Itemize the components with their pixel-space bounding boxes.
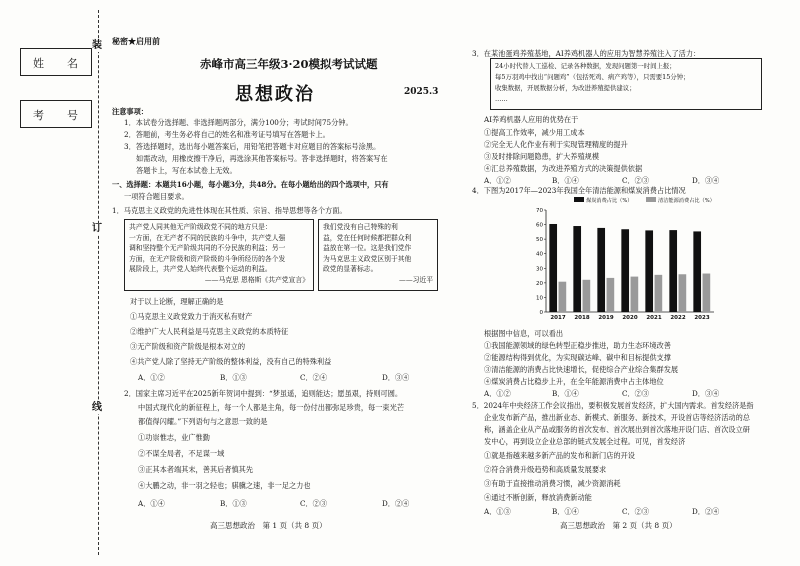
q5-choice-c: C．②③ [622, 507, 650, 516]
q2-choice-b: B．①③ [220, 499, 247, 508]
name-box [20, 48, 92, 76]
bar-coal [669, 230, 677, 312]
bar-coal [573, 226, 581, 312]
notice-title: 注意事项： [112, 107, 148, 116]
q3-choice-c: C．②③ [622, 176, 650, 185]
name-label-2: 名 [67, 57, 78, 70]
q1-option: ②维护广大人民利益是马克思主义政党的本质特征 [130, 327, 289, 336]
legend-swatch-clean [646, 197, 656, 202]
bar-clean-energy [703, 274, 711, 312]
q5-option: ②符合消费升级趋势和高质量发展要求 [484, 465, 607, 474]
q3-stem: 3．在某池蛋鸡养殖基地，AI养鸡机器人的应用为智慧养殖注入了活力： [472, 49, 701, 58]
q4-choice-c: C．②③ [622, 389, 650, 398]
box-line: 24小时代替人工巡检、记录各种数据，发现问题第一时间上报； [495, 62, 676, 70]
chart-bars [549, 224, 710, 321]
quote-source: ——习近平 [399, 275, 433, 284]
quote-line: 共产党人同其他无产阶级政党不同的地方只是： [129, 223, 272, 231]
notice-item: 3．答选择题时，选出每小题答案后，用铅笔把答题卡对应题目的答案标号涂黑。 [124, 142, 381, 151]
q2-option: ①功崇惟志，业广惟勤 [138, 433, 210, 442]
quote-line: 政党的显著标志。 [323, 265, 378, 274]
footer-page-1: 高三思想政治 第 1 页（共 8 页） [210, 521, 327, 530]
binding-line [98, 10, 99, 555]
q1-stem: 1．马克思主义政党的先进性体现在其性质、宗旨、指导思想等各个方面。 [112, 206, 347, 215]
exam-no-label-1: 考 [33, 109, 44, 122]
notice-item: 1．本试卷分选择题、非选择题两部分，满分100分；考试时间75分钟。 [124, 118, 353, 127]
name-label-1: 姓 [33, 57, 44, 70]
q2-option: ③正其本者端其末，善其后者慎其先 [138, 465, 254, 474]
x-tick-label: 2018 [574, 315, 590, 321]
x-tick-label: 2019 [598, 315, 614, 321]
q1-option: ④共产党人除了坚持无产阶级的整体利益，没有自己的特殊利益 [130, 357, 332, 366]
subject-title: 思想政治 [235, 84, 315, 105]
bar-clean-energy [679, 274, 687, 312]
quote-line: 调和坚持整个无产阶级共同的不分民族的利益；另一 [129, 244, 286, 253]
secret-label: 秘密★启用前 [112, 36, 160, 46]
q1-choice-c: C．②④ [300, 373, 328, 382]
q2-stem: 都值得闪耀。”下列语句与之意思一致的是 [138, 417, 268, 426]
section-heading-cont: 一项符合题目要求。 [124, 192, 189, 201]
q2-choice-d: D．②④ [382, 499, 410, 508]
bar-coal [693, 231, 701, 312]
bar-clean-energy [631, 277, 639, 312]
q1-option: ①马克思主义政党致力于消灭私有财产 [130, 312, 253, 321]
q5-stem: 称，涵盖企业从产品或服务的首次发布、首次展出到首次落地开设门店、首次设立研 [484, 425, 750, 434]
q4-stem: 4．下图为2017年—2023年我国全年清洁能源和煤炭消费占比情况 [472, 186, 686, 195]
x-tick-label: 2017 [550, 315, 566, 321]
quote-source: ——马克思 恩格斯《共产党宣言》 [204, 275, 309, 284]
notice-item: 如需改动，用橡皮擦干净后，再选涂其他答案标号。答非选择题时，将答案写在 [136, 154, 388, 163]
y-tick-label: 60 [536, 222, 543, 229]
x-tick-label: 2020 [622, 315, 638, 321]
q1-choice-d: D．③④ [382, 373, 410, 382]
q5-option: ①就是指越来越多新产品的发布和新门店的开设 [484, 451, 635, 460]
exam-date: 2025.3 [404, 87, 439, 97]
bar-clean-energy [559, 282, 567, 312]
q3-choice-b: B．①④ [552, 176, 579, 185]
q4-option: ②能源结构得到优化，为实现碳达峰、碳中和目标提供支撑 [484, 353, 671, 362]
y-tick-label: 20 [536, 280, 543, 287]
q4-choice-d: D．③④ [692, 389, 720, 398]
y-tick-label: 30 [536, 266, 543, 273]
q2-stem: 中国式现代化的新征程上，每一个人都是主角，每一份付出都弥足珍贵，每一束光芒 [138, 403, 404, 412]
y-tick-label: 10 [536, 295, 543, 302]
box-line: 每5万羽鸡中找出“问题鸡”（包括死鸡、病产鸡等），只需要15分钟； [495, 73, 690, 81]
q4-option: ③清洁能源的消费占比快速增长，促使综合产业综合集群发展 [484, 365, 679, 374]
q3-lead: AI养鸡机器人应用的优势在于 [484, 115, 579, 124]
q2-choice-c: C．②③ [300, 499, 328, 508]
x-tick-label: 2022 [670, 315, 686, 321]
q2-stem: 2．国家主席习近平在2025新年贺词中提到：“梦虽遥，追则能达；愿虽艰，持则可圆。 [124, 389, 403, 398]
quote-line: 益，党在任何时候都把群众利 [323, 233, 412, 242]
q3-info-box [490, 58, 762, 110]
binding-char: 线 [92, 402, 102, 413]
chart-legend [574, 196, 715, 204]
q5-stem: 5．2024年中央经济工作会议指出，要积极发展首发经济，扩大国内需求。首发经济是指 [472, 401, 754, 410]
q3-option: ①提高工作效率，减少用工成本 [484, 128, 585, 137]
quote-line: 一方面，在无产者不同的民族的斗争中，共产党人强 [129, 233, 286, 242]
bar-clean-energy [583, 280, 591, 312]
box-line: …… [495, 95, 508, 103]
q5-stem: 发中心，再到设立企业总部的链式发展全过程。可见，首发经济 [484, 437, 686, 446]
q4-option: ④煤炭消费占比稳步上升，在全年能源消费中占主体地位 [484, 377, 664, 386]
q4-choice-a: A．①② [484, 389, 511, 398]
q5-option: ③有助于直接推动消费习惯，减少资源消耗 [484, 479, 621, 488]
q5-stem: 企业发布新产品，推出新业态、新模式、新服务、新技术，开设首店等经济活动的总 [484, 413, 750, 422]
q2-option: ②不谋全局者，不足谋一域 [138, 449, 225, 458]
bar-coal [549, 224, 557, 312]
q5-choice-a: A．①③ [484, 507, 511, 516]
footer-page-2: 高三思想政治 第 2 页（共 8 页） [560, 521, 677, 530]
bar-coal [645, 230, 653, 312]
notice-item: 答题卡上，写在本试卷上无效。 [136, 166, 237, 175]
y-tick-label: 0 [539, 310, 543, 316]
exam-no-label-2: 号 [67, 109, 78, 122]
q2-choice-a: A．①④ [138, 499, 165, 508]
q5-choice-b: B．①④ [552, 507, 579, 516]
exam-title: 赤峰市高三年级3·20模拟考试试题 [200, 57, 378, 71]
q2-option: ④大鹏之动，非一羽之轻也；骐骥之速，非一足之力也 [138, 481, 311, 490]
q5-option: ④通过不断创新，释放消费新动能 [484, 493, 592, 502]
q1-choice-b: B．①③ [220, 373, 247, 382]
quote-line: 益放在第一位。这是我们党作 [323, 244, 412, 253]
binding-char: 装 [92, 40, 102, 51]
y-tick-label: 40 [536, 251, 543, 258]
quote-line: 为马克思主义政党区别于其他 [323, 254, 412, 263]
q3-option: ②完全无人化作业有利于实现管理精度的提升 [484, 140, 628, 149]
q1-quote-left [124, 219, 314, 291]
x-tick-label: 2023 [694, 315, 710, 321]
bar-coal [621, 229, 629, 312]
exam-no-box [20, 100, 92, 128]
q4-choice-b: B．①④ [552, 389, 579, 398]
box-line: 收集数据，开展数据分析，为改进养殖提供建议； [495, 84, 636, 92]
binding-char: 订 [92, 223, 102, 234]
quote-line: 我们党没有自己特殊的利 [323, 223, 398, 231]
quote-line: 方面，在无产阶级和资产阶级的斗争所经历的各个发 [129, 254, 286, 263]
q4-option: ①我国能源领域的绿色转型正稳步推进，助力生态环境改善 [484, 341, 671, 350]
q1-choice-a: A．①② [138, 373, 165, 382]
q3-choice-d: D．③④ [692, 176, 720, 185]
notice-item: 2．答题前，考生务必将自己的姓名和准考证号填写在答题卡上。 [124, 130, 330, 139]
q5-choice-d: D．②④ [692, 507, 720, 516]
q4-lead: 根据图中信息，可以看出 [484, 329, 564, 338]
legend-label-coal: 煤炭消费占比（%） [586, 198, 633, 204]
energy-chart [528, 194, 718, 326]
y-tick-label: 50 [536, 237, 543, 244]
legend-label-clean: 清洁能源消费占比（%） [658, 198, 715, 204]
q1-option: ③无产阶级和资产阶级是根本对立的 [130, 342, 246, 351]
q3-option: ③及时排除问题隐患，扩大养殖规模 [484, 152, 600, 161]
q3-choice-a: A．①② [484, 176, 511, 185]
legend-swatch-coal [574, 197, 584, 202]
q1-lead: 对于以上论断，理解正确的是 [130, 297, 224, 306]
q3-option: ④汇总养殖数据，为改进养殖方式的决策提供依据 [484, 164, 643, 173]
bar-coal [597, 228, 605, 312]
section-heading: 一、选择题：本题共16小题，每小题3分，共48分。在每小题给出的四个选项中，只有 [112, 180, 389, 189]
x-tick-label: 2021 [646, 315, 662, 321]
bar-clean-energy [655, 275, 663, 312]
y-tick-label: 70 [536, 208, 543, 214]
q1-quote-right [318, 219, 438, 291]
bar-clean-energy [607, 278, 615, 312]
quote-line: 展阶段上，共产党人始终代表整个运动的利益。 [129, 265, 272, 274]
